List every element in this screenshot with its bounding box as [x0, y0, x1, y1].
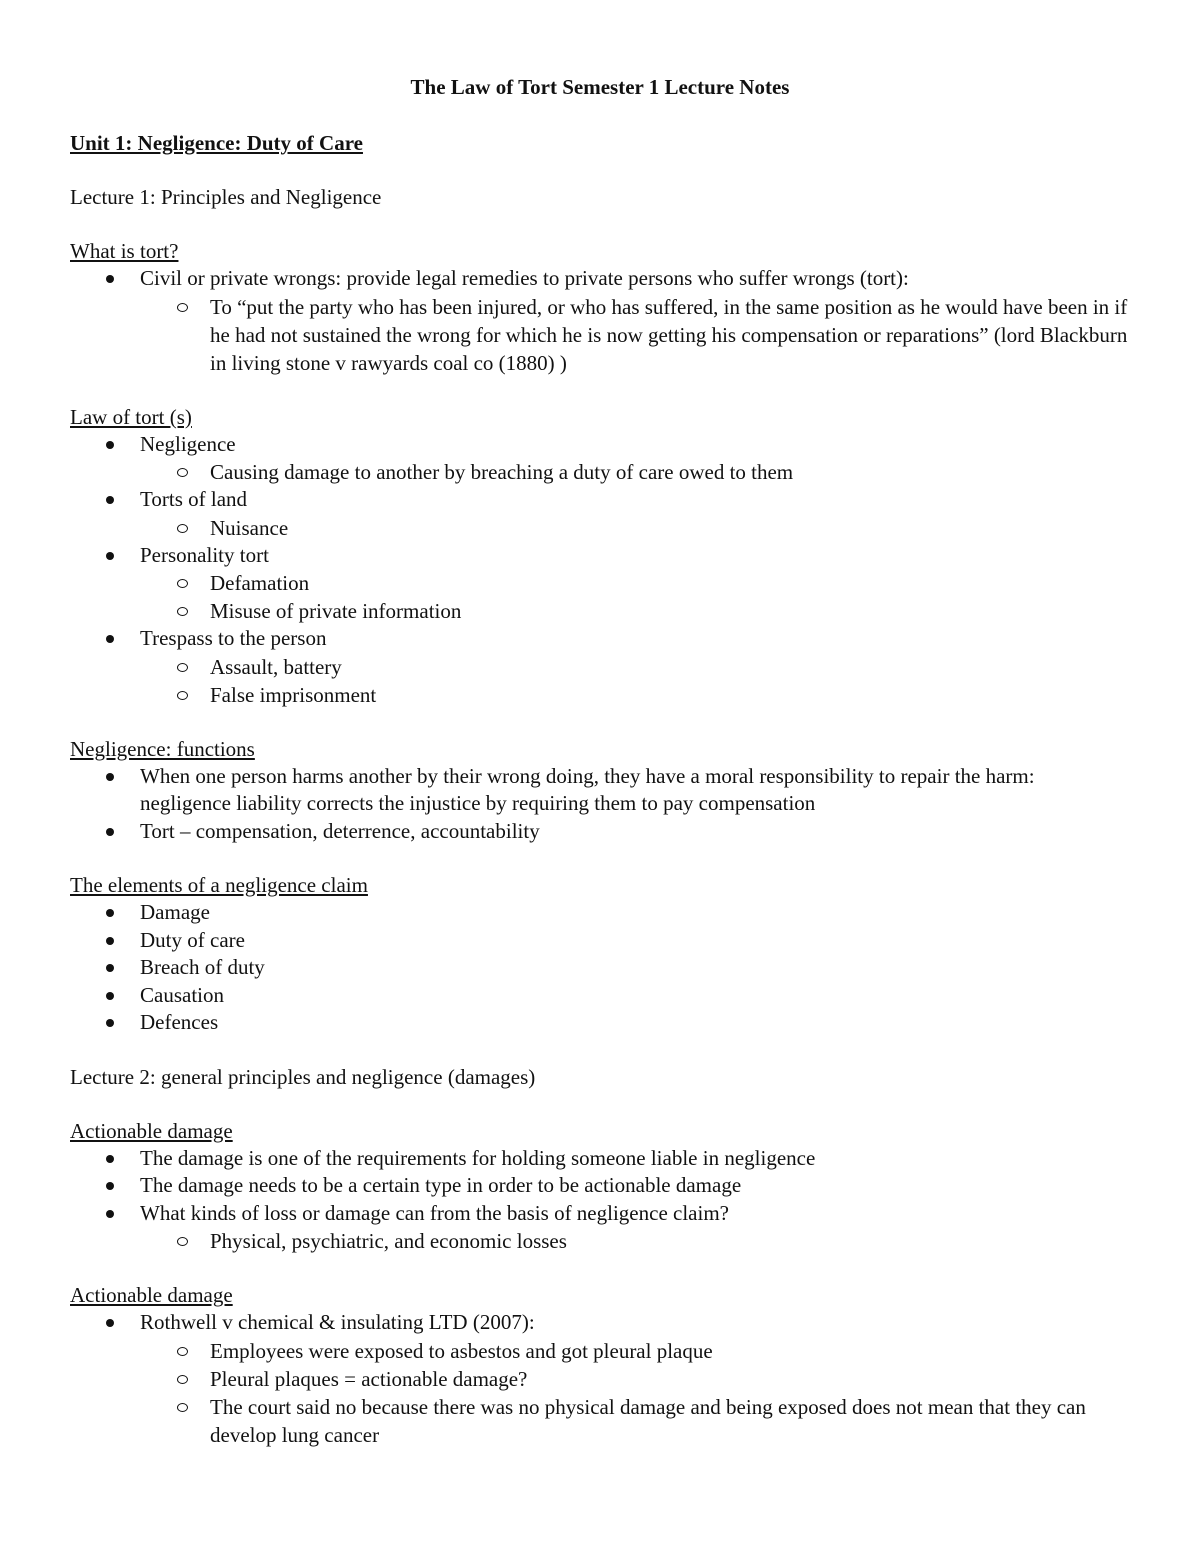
document-title: The Law of Tort Semester 1 Lecture Notes — [410, 75, 790, 99]
list-item-text: Negligence — [140, 431, 236, 456]
circle-bullet-icon — [177, 1375, 188, 1384]
sub-list-item — [140, 1393, 1130, 1449]
list-item-text: Causation — [140, 982, 224, 1007]
list-item-text: Defences — [140, 1010, 219, 1034]
list-item — [70, 1200, 1130, 1256]
list-item-text: What kinds of loss or damage can from the basis of negligence claim? — [140, 1200, 729, 1225]
sub-list — [140, 458, 1130, 486]
bullet-icon — [106, 1319, 114, 1327]
list-item — [70, 927, 1130, 955]
section-actionable-damage — [70, 1118, 1130, 1256]
sub-list-item-text: Assault, battery — [210, 654, 342, 679]
sub-list-item-text: To “put the party who has been injured, or who has suffered, in the same position as he would have been in if he had not sustained the wrong for which he is now getting his compensation or reparations” (lord Blackburn in living stone v rawyards coal co (1880) ) — [210, 294, 1128, 375]
sub-list-item — [140, 569, 1130, 597]
section-negligence-functions — [70, 736, 1130, 846]
bullet-icon — [106, 275, 114, 283]
sub-list-item — [140, 1337, 1130, 1365]
list-item — [70, 431, 1130, 487]
bullet-icon — [106, 937, 114, 945]
bullet-icon — [106, 496, 114, 504]
list-item — [70, 1309, 1130, 1449]
section-negligence-elements — [70, 872, 1130, 1037]
list-item — [70, 265, 1130, 377]
sub-list-item — [140, 1365, 1130, 1393]
sub-list-item — [140, 681, 1130, 709]
bullet-icon — [106, 635, 114, 643]
sub-list-item-text: The court said no because there was no physical damage and being exposed does not mean that they can develop lung cancer — [210, 1394, 1086, 1447]
list-item-text: Trespass to the person — [140, 626, 327, 650]
section-heading: Actionable damage — [70, 1118, 233, 1143]
circle-bullet-icon — [177, 524, 188, 533]
bullet-list — [70, 265, 1130, 377]
circle-bullet-icon — [177, 468, 188, 477]
document-page — [70, 74, 1130, 1476]
bullet-list — [70, 899, 1130, 1037]
bullet-icon — [106, 1155, 114, 1163]
unit-heading: Unit 1: Negligence: Duty of Care — [70, 131, 363, 155]
list-item-text: The damage is one of the requirements for holding someone liable in negligence — [140, 1145, 816, 1170]
list-item — [70, 1172, 1130, 1200]
list-item-text: Tort – compensation, deterrence, accountability — [140, 818, 540, 843]
list-item — [70, 486, 1130, 542]
list-item — [70, 1009, 1130, 1037]
circle-bullet-icon — [177, 1237, 188, 1246]
section-heading: Actionable damage — [70, 1283, 233, 1307]
bullet-icon — [106, 828, 114, 836]
bullet-icon — [106, 552, 114, 560]
bullet-icon — [106, 1019, 114, 1027]
list-item-text: Personality tort — [140, 542, 269, 567]
bullet-icon — [106, 773, 114, 781]
section-heading: What is tort? — [70, 239, 179, 263]
circle-bullet-icon — [177, 691, 188, 700]
bullet-list — [70, 1309, 1130, 1449]
bullet-icon — [106, 1182, 114, 1190]
bullet-list — [70, 763, 1130, 846]
sub-list — [140, 293, 1130, 377]
sub-list-item-text: Misuse of private information — [210, 599, 462, 623]
bullet-icon — [106, 964, 114, 972]
bullet-icon — [106, 992, 114, 1000]
list-item — [70, 542, 1130, 626]
list-item-text: Rothwell v chemical & insulating LTD (2007): — [140, 1310, 535, 1334]
sub-list-item — [140, 293, 1130, 377]
section-actionable-damage-case — [70, 1282, 1130, 1449]
list-item-text: Damage — [140, 900, 210, 924]
list-item — [70, 818, 1130, 846]
list-item — [70, 763, 1130, 818]
list-item — [70, 982, 1130, 1010]
section-what-is-tort — [70, 238, 1130, 377]
section-heading: Negligence: functions — [70, 736, 255, 761]
list-item-text: Civil or private wrongs: provide legal remedies to private persons who suffer wrongs (tort): — [140, 266, 909, 290]
sub-list — [140, 653, 1130, 709]
sub-list-item-text: Nuisance — [210, 515, 289, 540]
circle-bullet-icon — [177, 303, 188, 312]
sub-list-item — [140, 653, 1130, 681]
sub-list-item-text: Causing damage to another by breaching a duty of care owed to them — [210, 460, 794, 484]
bullet-list — [70, 431, 1130, 709]
list-item-text: When one person harms another by their wrong doing, they have a moral responsibility to repair the harm: negligence liability corrects the injustice by requiring them to pay compensation — [140, 763, 1035, 815]
circle-bullet-icon — [177, 607, 188, 616]
bullet-list — [70, 1145, 1130, 1256]
list-item-text: Duty of care — [140, 927, 245, 952]
circle-bullet-icon — [177, 1347, 188, 1356]
sub-list-item-text: Physical, psychiatric, and economic losses — [210, 1229, 567, 1253]
section-heading: The elements of a negligence claim — [70, 873, 368, 897]
list-item — [70, 1145, 1130, 1173]
bullet-icon — [106, 909, 114, 917]
section-heading: Law of tort (s) — [70, 404, 192, 429]
circle-bullet-icon — [177, 579, 188, 588]
sub-list-item-text: False imprisonment — [210, 682, 377, 707]
sub-list-item — [140, 597, 1130, 625]
list-item — [70, 899, 1130, 927]
sub-list-item — [140, 514, 1130, 542]
sub-list — [140, 1337, 1130, 1449]
lecture-1-heading: Lecture 1: Principles and Negligence — [70, 185, 382, 209]
lecture-2-heading: Lecture 2: general principles and negligence (damages) — [70, 1064, 536, 1089]
list-item-text: Torts of land — [140, 487, 248, 511]
circle-bullet-icon — [177, 1403, 188, 1412]
circle-bullet-icon — [177, 663, 188, 672]
sub-list-item-text: Employees were exposed to asbestos and got pleural plaque — [210, 1338, 713, 1363]
sub-list-item — [140, 1227, 1130, 1255]
list-item-text: The damage needs to be a certain type in order to be actionable damage — [140, 1173, 742, 1197]
bullet-icon — [106, 1210, 114, 1218]
list-item — [70, 954, 1130, 982]
section-law-of-torts — [70, 404, 1130, 709]
sub-list — [140, 514, 1130, 542]
sub-list — [140, 569, 1130, 625]
sub-list — [140, 1227, 1130, 1255]
list-item — [70, 625, 1130, 709]
sub-list-item-text: Defamation — [210, 571, 310, 595]
sub-list-item-text: Pleural plaques = actionable damage? — [210, 1366, 528, 1391]
list-item-text: Breach of duty — [140, 955, 265, 979]
bullet-icon — [106, 441, 114, 449]
sub-list-item — [140, 458, 1130, 486]
